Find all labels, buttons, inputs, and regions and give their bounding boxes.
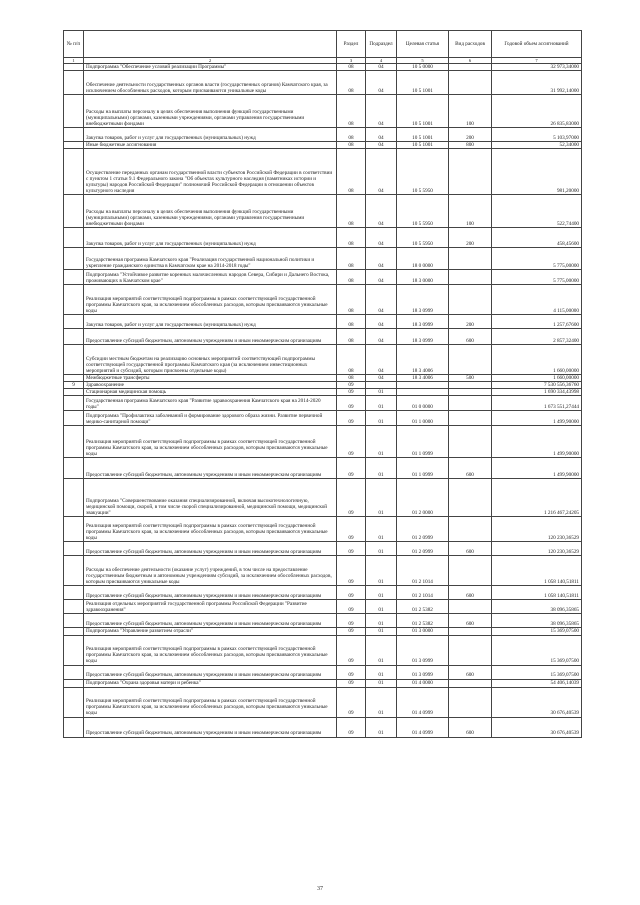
row-number <box>64 458 84 479</box>
row-amount: 120 230,36529 <box>492 542 582 556</box>
row-name: Подпрограмма "Устойчивое развитие коренных малочисленных народов Севера, Сибири и Дальнего Востока, проживающих в Камчатском крае" <box>84 270 337 285</box>
row-podrazdel <box>366 382 397 389</box>
table-row <box>64 375 582 382</box>
row-target-article: 01 2 0999 <box>397 542 449 556</box>
row-razdel: 09 <box>337 614 366 628</box>
row-target-article: 10 5 1001 <box>397 142 449 149</box>
row-target-article: 10 5 1001 <box>397 128 449 142</box>
row-number <box>64 426 84 458</box>
row-podrazdel: 01 <box>366 389 397 396</box>
row-number <box>64 329 84 345</box>
row-amount: 1 499,90000 <box>492 426 582 458</box>
row-name: Реализация мероприятий соответствующей подпрограммы в рамках соответствующей государственной программы Камчатского края, за исключением обособленных расходов, которым присваиваются уникальные коды <box>84 426 337 458</box>
row-expense-type: 600 <box>449 614 492 628</box>
row-expense-type <box>449 389 492 396</box>
header-annual-amount: Годовой объем ассигнований <box>492 31 582 58</box>
row-podrazdel: 04 <box>366 228 397 248</box>
row-amount: 54 406,14039 <box>492 679 582 687</box>
header-expense-type: Вид расходов <box>449 31 492 58</box>
row-target-article: 01 2 5382 <box>397 600 449 614</box>
row-amount: 522,74400 <box>492 195 582 228</box>
row-target-article: 18 3 4006 <box>397 375 449 382</box>
row-expense-type <box>449 556 492 586</box>
row-number <box>64 95 84 128</box>
row-number <box>64 142 84 149</box>
row-razdel: 08 <box>337 345 366 375</box>
table-row <box>64 411 582 426</box>
row-target-article: 01 2 1014 <box>397 556 449 586</box>
row-razdel: 09 <box>337 389 366 396</box>
row-number <box>64 586 84 600</box>
table-row <box>64 665 582 679</box>
row-razdel: 09 <box>337 679 366 687</box>
row-razdel: 08 <box>337 195 366 228</box>
column-index: 3 <box>337 58 366 64</box>
row-number <box>64 228 84 248</box>
row-amount: 31 992,14000 <box>492 71 582 95</box>
header-num: № п/п <box>64 31 84 58</box>
row-podrazdel: 04 <box>366 285 397 315</box>
row-amount: 38 096,35865 <box>492 600 582 614</box>
row-number <box>64 389 84 396</box>
row-razdel: 09 <box>337 665 366 679</box>
row-expense-type <box>449 64 492 71</box>
table-row <box>64 329 582 345</box>
row-podrazdel: 01 <box>366 542 397 556</box>
row-expense-type: 200 <box>449 315 492 329</box>
row-amount: 1 058 140,51811 <box>492 556 582 586</box>
header-name <box>84 31 337 58</box>
row-target-article: 01 4 0000 <box>397 679 449 687</box>
row-target-article: 01 4 0999 <box>397 687 449 717</box>
row-target-article: 18 3 0999 <box>397 329 449 345</box>
row-target-article: 01 3 0000 <box>397 628 449 635</box>
row-amount: 1 499,90000 <box>492 411 582 426</box>
row-number <box>64 345 84 375</box>
row-target-article: 01 0 0000 <box>397 396 449 411</box>
row-podrazdel: 04 <box>366 329 397 345</box>
row-amount: 30 676,40539 <box>492 717 582 737</box>
row-podrazdel: 04 <box>366 149 397 195</box>
row-name: Подпрограмма "Управление развитием отрасли" <box>84 628 337 635</box>
row-target-article: 18 3 0000 <box>397 270 449 285</box>
row-number <box>64 285 84 315</box>
row-target-article: 10 5 5950 <box>397 228 449 248</box>
row-amount: 26 835,83000 <box>492 95 582 128</box>
row-target-article <box>397 389 449 396</box>
row-expense-type: 200 <box>449 128 492 142</box>
row-amount: 458,45600 <box>492 228 582 248</box>
table-row <box>64 586 582 600</box>
row-number <box>64 149 84 195</box>
row-name: Предоставление субсидий бюджетным, автономным учреждениям и иным некоммерческим организациям <box>84 329 337 345</box>
table-row <box>64 556 582 586</box>
table-header <box>64 31 582 64</box>
row-expense-type <box>449 248 492 270</box>
row-expense-type <box>449 628 492 635</box>
row-target-article: 18 3 4006 <box>397 345 449 375</box>
row-expense-type <box>449 517 492 542</box>
row-razdel: 09 <box>337 586 366 600</box>
row-name: Предоставление субсидий бюджетным, автономным учреждениям и иным некоммерческим организациям <box>84 586 337 600</box>
row-amount: 1 690 334,43998 <box>492 389 582 396</box>
row-podrazdel: 01 <box>366 679 397 687</box>
table-row <box>64 614 582 628</box>
row-podrazdel: 01 <box>366 426 397 458</box>
row-amount: 120 230,36529 <box>492 517 582 542</box>
table-row <box>64 628 582 635</box>
table-row <box>64 64 582 71</box>
row-number <box>64 614 84 628</box>
row-amount: 4 115,00000 <box>492 285 582 315</box>
row-razdel: 08 <box>337 71 366 95</box>
row-amount: 5 775,00000 <box>492 270 582 285</box>
row-expense-type <box>449 396 492 411</box>
row-expense-type <box>449 600 492 614</box>
row-expense-type <box>449 71 492 95</box>
row-expense-type: 100 <box>449 195 492 228</box>
row-razdel: 09 <box>337 628 366 635</box>
row-razdel: 09 <box>337 396 366 411</box>
row-name: Предоставление субсидий бюджетным, автономным учреждениям и иным некоммерческим организациям <box>84 542 337 556</box>
row-target-article: 01 2 5382 <box>397 614 449 628</box>
row-name: Закупка товаров, работ и услуг для государственных (муниципальных) нужд <box>84 228 337 248</box>
row-expense-type <box>449 635 492 665</box>
table-row <box>64 71 582 95</box>
row-target-article: 01 1 0999 <box>397 458 449 479</box>
row-number <box>64 628 84 635</box>
row-podrazdel: 04 <box>366 248 397 270</box>
row-target-article: 01 3 0999 <box>397 635 449 665</box>
row-number <box>64 64 84 71</box>
row-expense-type: 600 <box>449 586 492 600</box>
row-podrazdel: 04 <box>366 64 397 71</box>
row-expense-type: 200 <box>449 228 492 248</box>
table-row <box>64 382 582 389</box>
row-razdel: 08 <box>337 270 366 285</box>
table-row <box>64 479 582 517</box>
table-row <box>64 248 582 270</box>
row-podrazdel: 01 <box>366 517 397 542</box>
row-number <box>64 375 84 382</box>
row-expense-type <box>449 687 492 717</box>
row-amount: 15 369,07500 <box>492 665 582 679</box>
row-podrazdel: 01 <box>366 458 397 479</box>
table-row <box>64 270 582 285</box>
row-razdel: 09 <box>337 687 366 717</box>
row-razdel: 08 <box>337 228 366 248</box>
column-index: 7 <box>492 58 582 64</box>
row-name: Иные бюджетные ассигнования <box>84 142 337 149</box>
row-name: Стационарная медицинская помощь <box>84 389 337 396</box>
row-name: Осуществление переданных органам государственной власти субъектов Российской Федерации в соответствии с пунктом 1 статьи 9.1 Федерального закона "Об объектах культурного наследия (памятниках истории и культуры) народов Российской Федерации" полномочий Российской Федерации в отношении объектов культурного наследия <box>84 149 337 195</box>
row-name: Предоставление субсидий бюджетным, автономным учреждениям и иным некоммерческим организациям <box>84 614 337 628</box>
row-podrazdel: 01 <box>366 556 397 586</box>
row-number <box>64 248 84 270</box>
budget-table <box>63 30 582 738</box>
row-razdel: 08 <box>337 149 366 195</box>
row-target-article: 18 0 0000 <box>397 248 449 270</box>
row-podrazdel: 04 <box>366 315 397 329</box>
row-podrazdel: 04 <box>366 71 397 95</box>
row-amount: 52,34000 <box>492 142 582 149</box>
row-razdel: 08 <box>337 315 366 329</box>
row-number <box>64 128 84 142</box>
row-name: Предоставление субсидий бюджетным, автономным учреждениям и иным некоммерческим организациям <box>84 665 337 679</box>
row-podrazdel: 01 <box>366 586 397 600</box>
row-name: Государственная программа Камчатского края "Реализация государственной национальной политики и укрепление гражданского единства в Камчатском крае на 2014-2018 годы" <box>84 248 337 270</box>
row-podrazdel: 01 <box>366 396 397 411</box>
column-index: 4 <box>366 58 397 64</box>
row-podrazdel: 04 <box>366 95 397 128</box>
row-amount: 30 676,40539 <box>492 687 582 717</box>
row-name: Обеспечение деятельности государственных органов власти (государственных органов) Камчатского края, за исключением обособленных расходов, которым присваиваются уникальные коды <box>84 71 337 95</box>
row-amount: 2 857,32400 <box>492 329 582 345</box>
row-number <box>64 600 84 614</box>
row-name: Предоставление субсидий бюджетным, автономным учреждениям и иным некоммерческим организациям <box>84 717 337 737</box>
table-row <box>64 426 582 458</box>
table-row <box>64 345 582 375</box>
row-amount: 7 530 556,36760 <box>492 382 582 389</box>
row-podrazdel: 01 <box>366 687 397 717</box>
row-target-article: 01 2 1014 <box>397 586 449 600</box>
row-name: Подпрограмма "Совершенствование оказания специализированной, включая высокотехнологичную, медицинской помощи, скорой, в том числе скорой специализированной, медицинской помощи, медицинской эвакуации" <box>84 479 337 517</box>
row-expense-type <box>449 270 492 285</box>
table-body <box>64 64 582 738</box>
row-target-article <box>397 382 449 389</box>
row-razdel: 09 <box>337 411 366 426</box>
row-podrazdel: 04 <box>366 270 397 285</box>
row-name: Реализация мероприятий соответствующей подпрограммы в рамках соответствующей государственной программы Камчатского края, за исключением обособленных расходов, которым присваиваются уникальные коды <box>84 285 337 315</box>
row-podrazdel: 04 <box>366 375 397 382</box>
row-number <box>64 411 84 426</box>
row-number <box>64 270 84 285</box>
row-podrazdel: 04 <box>366 345 397 375</box>
row-number <box>64 71 84 95</box>
table-row <box>64 95 582 128</box>
table-row <box>64 128 582 142</box>
row-razdel: 09 <box>337 717 366 737</box>
header-target-article: Целевая статья <box>397 31 449 58</box>
row-number <box>64 542 84 556</box>
column-index: 1 <box>64 58 84 64</box>
row-amount: 1 660,00000 <box>492 345 582 375</box>
row-amount: 1 499,90000 <box>492 458 582 479</box>
header-razdel: Раздел <box>337 31 366 58</box>
row-amount: 1 257,67600 <box>492 315 582 329</box>
row-razdel: 09 <box>337 382 366 389</box>
row-amount: 1 216 467,24205 <box>492 479 582 517</box>
row-podrazdel: 01 <box>366 665 397 679</box>
row-name: Закупка товаров, работ и услуг для государственных (муниципальных) нужд <box>84 128 337 142</box>
row-podrazdel: 01 <box>366 628 397 635</box>
row-expense-type <box>449 345 492 375</box>
row-number: 9 <box>64 382 84 389</box>
table-row <box>64 717 582 737</box>
header-podrazdel: Подраздел <box>366 31 397 58</box>
row-expense-type <box>449 426 492 458</box>
row-expense-type <box>449 679 492 687</box>
row-razdel: 09 <box>337 635 366 665</box>
row-expense-type: 800 <box>449 142 492 149</box>
row-amount: 5 775,00000 <box>492 248 582 270</box>
row-number <box>64 396 84 411</box>
row-razdel: 08 <box>337 285 366 315</box>
row-number <box>64 315 84 329</box>
row-razdel: 09 <box>337 600 366 614</box>
row-expense-type: 500 <box>449 375 492 382</box>
row-name: Подпрограмма "Обеспечение условий реализации Программы" <box>84 64 337 71</box>
column-index: 2 <box>84 58 337 64</box>
table-row <box>64 389 582 396</box>
row-razdel: 08 <box>337 142 366 149</box>
row-amount: 15 369,07500 <box>492 628 582 635</box>
page-number: 37 <box>317 886 323 892</box>
row-target-article: 18 3 0999 <box>397 285 449 315</box>
row-name: Реализация отдельных мероприятий государственной программы Российской Федерации "Развитие здравоохранения" <box>84 600 337 614</box>
row-number <box>64 635 84 665</box>
row-name: Реализация мероприятий соответствующей подпрограммы в рамках соответствующей государственной программы Камчатского края, за исключением обособленных расходов, которым присваиваются уникальные коды <box>84 517 337 542</box>
row-number <box>64 687 84 717</box>
row-amount: 1 058 140,51811 <box>492 586 582 600</box>
table-row <box>64 517 582 542</box>
row-target-article: 10 5 5950 <box>397 149 449 195</box>
row-podrazdel: 04 <box>366 142 397 149</box>
row-amount: 38 096,35865 <box>492 614 582 628</box>
row-number <box>64 479 84 517</box>
row-number <box>64 665 84 679</box>
row-expense-type: 100 <box>449 95 492 128</box>
table-row <box>64 635 582 665</box>
row-number <box>64 517 84 542</box>
row-podrazdel: 04 <box>366 128 397 142</box>
column-index: 6 <box>449 58 492 64</box>
table-row <box>64 679 582 687</box>
table-row <box>64 149 582 195</box>
column-index: 5 <box>397 58 449 64</box>
row-name: Здравоохранение <box>84 382 337 389</box>
row-name: Расходы на выплаты персоналу в целях обеспечения выполнения функций государственными (муниципальными) органами, казенными учреждениями, органами управления государственными внебюджетными фондами <box>84 195 337 228</box>
table-row <box>64 458 582 479</box>
row-amount: 5 103,97000 <box>492 128 582 142</box>
row-amount: 1 673 551,27444 <box>492 396 582 411</box>
row-expense-type: 600 <box>449 717 492 737</box>
row-podrazdel: 01 <box>366 600 397 614</box>
row-podrazdel: 01 <box>366 479 397 517</box>
row-expense-type <box>449 149 492 195</box>
row-target-article: 01 4 0999 <box>397 717 449 737</box>
row-razdel: 09 <box>337 542 366 556</box>
row-amount: 981,20000 <box>492 149 582 195</box>
row-name: Реализация мероприятий соответствующей подпрограммы в рамках соответствующей государственной программы Камчатского края, за исключением обособленных расходов, которым присваиваются уникальные коды <box>84 635 337 665</box>
row-podrazdel: 01 <box>366 614 397 628</box>
row-expense-type: 600 <box>449 542 492 556</box>
row-target-article: 01 2 0999 <box>397 517 449 542</box>
row-number <box>64 556 84 586</box>
row-expense-type: 600 <box>449 458 492 479</box>
row-number <box>64 717 84 737</box>
row-name: Предоставление субсидий бюджетным, автономным учреждениям и иным некоммерческим организациям <box>84 458 337 479</box>
row-target-article: 01 3 0999 <box>397 665 449 679</box>
row-name: Государственная программа Камчатского края "Развитие здравоохранения Камчатского края на 2014-2020 годы" <box>84 396 337 411</box>
row-target-article: 10 5 5950 <box>397 195 449 228</box>
row-razdel: 08 <box>337 128 366 142</box>
row-razdel: 08 <box>337 375 366 382</box>
row-expense-type <box>449 382 492 389</box>
row-number <box>64 195 84 228</box>
row-target-article: 10 5 1001 <box>397 95 449 128</box>
row-amount: 1 660,00000 <box>492 375 582 382</box>
table-row <box>64 142 582 149</box>
row-name: Реализация мероприятий соответствующей подпрограммы в рамках соответствующей государственной программы Камчатского края, за исключением обособленных расходов, которым присваиваются уникальные коды <box>84 687 337 717</box>
row-amount: 32 973,34000 <box>492 64 582 71</box>
row-podrazdel: 01 <box>366 635 397 665</box>
row-target-article: 01 1 0999 <box>397 426 449 458</box>
table-row <box>64 315 582 329</box>
row-number <box>64 679 84 687</box>
row-razdel: 08 <box>337 329 366 345</box>
row-target-article: 01 2 0000 <box>397 479 449 517</box>
table-row <box>64 228 582 248</box>
row-razdel: 08 <box>337 95 366 128</box>
row-podrazdel: 01 <box>366 411 397 426</box>
row-expense-type <box>449 411 492 426</box>
row-expense-type: 600 <box>449 329 492 345</box>
table-row <box>64 542 582 556</box>
row-razdel: 09 <box>337 426 366 458</box>
row-name: Подпрограмма "Профилактика заболеваний и формирование здорового образа жизни. Развитие первичной медико-санитарной помощи" <box>84 411 337 426</box>
table-row <box>64 396 582 411</box>
row-expense-type <box>449 285 492 315</box>
row-razdel: 09 <box>337 556 366 586</box>
row-podrazdel: 04 <box>366 195 397 228</box>
row-amount: 15 369,07500 <box>492 635 582 665</box>
row-razdel: 09 <box>337 458 366 479</box>
row-expense-type: 600 <box>449 665 492 679</box>
row-name: Закупка товаров, работ и услуг для государственных (муниципальных) нужд <box>84 315 337 329</box>
row-razdel: 08 <box>337 248 366 270</box>
row-name: Подпрограмма "Охрана здоровья матери и ребенка" <box>84 679 337 687</box>
row-razdel: 08 <box>337 64 366 71</box>
row-target-article: 10 5 1001 <box>397 71 449 95</box>
table-row <box>64 285 582 315</box>
table-row <box>64 600 582 614</box>
table-row <box>64 195 582 228</box>
row-target-article: 18 3 0999 <box>397 315 449 329</box>
row-name: Межбюджетные трансферты <box>84 375 337 382</box>
table-row <box>64 687 582 717</box>
row-razdel: 09 <box>337 479 366 517</box>
row-podrazdel: 01 <box>366 717 397 737</box>
row-razdel: 09 <box>337 517 366 542</box>
row-expense-type <box>449 479 492 517</box>
row-target-article: 01 1 0000 <box>397 411 449 426</box>
row-name: Расходы на выплаты персоналу в целях обеспечения выполнения функций государственными (муниципальными) органами, казенными учреждениями, органами управления государственными внебюджетными фондами <box>84 95 337 128</box>
row-name: Субсидии местным бюджетам на реализацию основных мероприятий соответствующей подпрограммы соответствующей государственной программы Камчатского края (за исключением инвестиционных мероприятий и субсидий, которым присвоены отдельные коды) <box>84 345 337 375</box>
row-target-article: 10 5 0000 <box>397 64 449 71</box>
row-name: Расходы на обеспечение деятельности (оказание услуг) учреждений, в том числе на предоставление государственным бюджетным и автономным учреждениям субсидий, за исключением обособленных расходов, которым присваиваются уникальные коды <box>84 556 337 586</box>
